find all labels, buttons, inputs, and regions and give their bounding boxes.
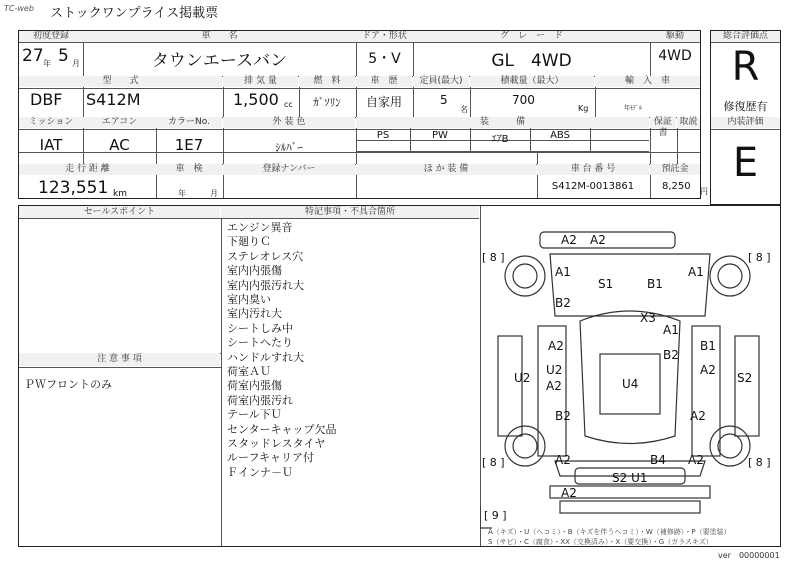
svg-text:B2: B2 (555, 296, 571, 310)
displacement: 1,500 (233, 90, 279, 109)
fuel-label: 燃 料 (299, 76, 355, 87)
manual-label: 取説 (677, 117, 700, 128)
equip-ps: PS (376, 130, 390, 141)
svg-text:B1: B1 (647, 277, 663, 291)
deposit-unit: 円 (700, 187, 708, 196)
ext-color-label: 外 装 色 (223, 117, 355, 128)
note-item: Ｆインナ－Ｕ (227, 465, 293, 479)
svg-text:A2: A2 (546, 379, 562, 393)
month-unit: 月 (72, 59, 80, 68)
note-item: 荷室内張汚れ (227, 393, 293, 407)
svg-text:S2 U1: S2 U1 (612, 471, 648, 485)
interior-label: 内装評価 (711, 117, 780, 128)
brand-logo: TC-web (4, 4, 34, 13)
door-label: ドア・形状 (356, 31, 413, 42)
note-item: テール下Ｕ (227, 408, 282, 422)
svg-text:B2: B2 (663, 348, 679, 362)
deposit-label: 預託金 (650, 164, 700, 175)
capacity-unit: 名 (460, 105, 468, 114)
load-label: 積載量（最大） (470, 76, 594, 87)
svg-text:A2: A2 (690, 409, 706, 423)
drive: 4WD (658, 48, 692, 64)
car-name: タウンエースバン (151, 51, 288, 71)
ext-color: ｼﾙﾊﾞｰ (275, 141, 303, 154)
door-shape: 5・V (368, 51, 401, 67)
mileage: 123,551 (38, 178, 109, 198)
model-prefix: DBF (30, 90, 63, 109)
year-unit: 年 (43, 59, 51, 68)
svg-text:U4: U4 (622, 377, 639, 391)
svg-text:U2: U2 (514, 371, 531, 385)
equip-airbag: ｴｱB (491, 134, 509, 145)
svg-text:S2: S2 (737, 371, 753, 385)
note-item: 下廻りＣ (227, 235, 271, 249)
first-reg-label: 初度登録 (19, 31, 83, 42)
svg-text:A2: A2 (555, 453, 571, 467)
ac: AC (109, 136, 130, 154)
svg-text:A2: A2 (561, 233, 577, 247)
warranty-label: 保証書 (650, 117, 676, 128)
car-damage-diagram (480, 206, 780, 546)
caution-text: ＰＷフロントのみ (24, 378, 112, 391)
note-item: センターキャップ欠品 (227, 422, 337, 436)
capacity-label: 定員(最大) (413, 76, 469, 87)
mission: IAT (39, 136, 63, 154)
drive-label: 駆動 (650, 31, 700, 42)
note-item: スタッドレスタイヤ (227, 437, 326, 450)
svg-text:A2: A2 (688, 453, 704, 467)
interior-score: E (732, 140, 759, 186)
caution-title: 注 意 事 項 (19, 353, 220, 366)
svg-text:A1: A1 (688, 265, 704, 279)
note-item: 室内内張汚れ大 (227, 278, 304, 292)
displacement-unit: cc (284, 100, 293, 109)
load: 700 (512, 93, 535, 107)
svg-text:B4: B4 (650, 453, 666, 467)
other-equip-label: ほ か 装 備 (356, 164, 536, 175)
note-item: シートしみ中 (227, 321, 293, 335)
model: S412M (86, 90, 141, 109)
svg-text:X3: X3 (640, 311, 656, 325)
vin-label: 車 台 番 号 (537, 164, 649, 175)
note-item: 室内内張傷 (227, 264, 282, 278)
grade-label: グ レ ー ド (413, 31, 650, 42)
overall-score: R (731, 44, 760, 90)
svg-text:B1: B1 (700, 339, 716, 353)
note-item: ハンドルすれ大 (227, 350, 304, 364)
mileage-unit: km (113, 189, 127, 199)
document-title: ストックワンプライス掲載票 (50, 6, 219, 21)
note-item: 室内臭い (227, 293, 271, 306)
note-item: 室内汚れ大 (227, 307, 282, 321)
import-note: 年ﾓﾃﾞﾙ (624, 105, 643, 112)
color-no-label: カラーNo. (156, 117, 222, 128)
plate-label: 登録ナンバー (223, 164, 355, 175)
legend-line-1: A（キズ）・U（ヘコミ）・B（キズを伴うヘコミ）・W（補修跡）・P（要塗装） (488, 528, 731, 536)
legend-line-2: S（サビ）・C（腐食）・XX（交換済み）・X（要交換）・G（ガラスキズ） (488, 538, 713, 546)
inspection-label: 車 検 (156, 164, 222, 175)
svg-text:U2: U2 (546, 363, 563, 377)
history-label: 車 歴 (356, 76, 412, 87)
grade: GL 4WD (491, 51, 572, 71)
ac-label: エアコン (83, 117, 156, 128)
note-item: 荷室内張傷 (227, 379, 282, 393)
car-name-label: 車 名 (83, 31, 356, 42)
svg-text:A2: A2 (590, 233, 606, 247)
svg-text:A2: A2 (548, 339, 564, 353)
equip-pw: PW (432, 130, 448, 141)
svg-text:B2: B2 (555, 409, 571, 423)
import-label: 輸 入 車 (595, 76, 700, 87)
insp-month-unit: 月 (210, 189, 218, 198)
svg-text:[ 9 ]: [ 9 ] (484, 509, 507, 522)
note-item: エンジン異音 (227, 221, 293, 234)
first-reg-year: 27 (22, 46, 44, 66)
svg-text:A1: A1 (663, 323, 679, 337)
mission-label: ミッション (19, 117, 83, 128)
color-no: 1E7 (174, 136, 204, 154)
note-item: ステレオレス穴 (227, 249, 304, 263)
svg-text:[ 8 ]: [ 8 ] (482, 456, 505, 469)
note-item: シートへたり (227, 336, 293, 350)
load-unit: Kg (578, 104, 589, 113)
svg-text:A2: A2 (700, 363, 716, 377)
model-label: 型 式 (19, 76, 222, 87)
mileage-label: 走 行 距 離 (19, 164, 156, 175)
equip-abs: ABS (550, 130, 570, 141)
displacement-label: 排 気 量 (223, 76, 298, 87)
svg-text:A2: A2 (561, 486, 577, 500)
fuel: ｶﾞｿﾘﾝ (313, 96, 341, 109)
svg-text:[ 8 ]: [ 8 ] (482, 251, 505, 264)
equipment-label: 装 備 (356, 117, 649, 128)
overall-note: 修復歴有 (723, 100, 768, 113)
svg-text:A1: A1 (555, 265, 571, 279)
history: 自家用 (365, 95, 402, 109)
svg-text:S1: S1 (598, 277, 614, 291)
insp-year-unit: 年 (178, 189, 186, 198)
notes-title: 特記事項・不具合箇所 (221, 206, 479, 218)
overall-label: 総合評価点 (711, 31, 780, 42)
deposit: 8,250 (662, 181, 691, 192)
vin: S412M-0013861 (551, 181, 635, 192)
sales-point-title: セールスポイント (19, 206, 220, 218)
first-reg-month: 5 (58, 46, 69, 66)
svg-text:[ 8 ]: [ 8 ] (748, 251, 771, 264)
note-item: 荷室ＡＵ (227, 365, 271, 378)
capacity: 5 (440, 93, 448, 107)
version: ver 00000001 (718, 551, 780, 560)
note-item: ルーフキャリア付 (227, 451, 315, 465)
svg-text:[ 8 ]: [ 8 ] (748, 456, 771, 469)
